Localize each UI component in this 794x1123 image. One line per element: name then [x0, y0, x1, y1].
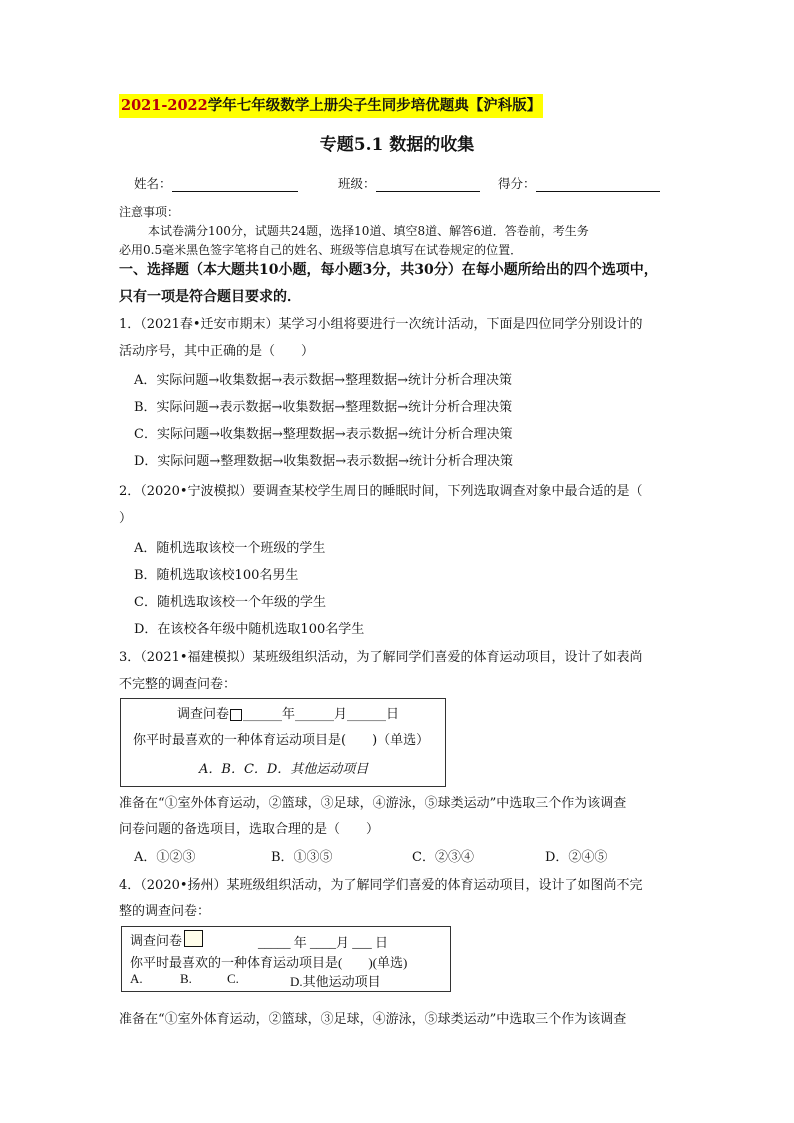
- score-label: 得分：: [498, 176, 536, 191]
- q4-box-title-row: [130, 930, 203, 949]
- name-label: 姓名：: [134, 176, 172, 191]
- q1-option-c[interactable]: C．实际问题→收集数据→整理数据→表示数据→统计分析合理决策: [134, 427, 513, 442]
- section-heading-line-2: 只有一项是符合题目要求的．: [119, 289, 301, 305]
- q3-stem-line-1: 3．（2021•福建模拟）某班级组织活动，为了解同学们喜爱的体育运动项目，设计了如表尚: [119, 650, 643, 665]
- q4-box-line-2: 你平时最喜欢的一种体育运动项目是( )(单选): [130, 955, 408, 970]
- q1-option-d[interactable]: D．实际问题→整理数据→收集数据→表示数据→统计分析合理决策: [134, 454, 513, 469]
- checkbox-icon: [184, 930, 203, 947]
- checkbox-icon: [230, 709, 242, 721]
- q4-box-option-c: C.: [227, 971, 239, 986]
- q4-survey-box: [121, 926, 451, 992]
- q3-box-line-1: [177, 703, 399, 722]
- document-title: [119, 94, 543, 118]
- q4-box-title: 调查问卷: [130, 933, 183, 948]
- q3-option-a[interactable]: A．①②③: [134, 850, 196, 865]
- q1-option-a[interactable]: A．实际问题→收集数据→表示数据→整理数据→统计分析合理决策: [134, 373, 512, 388]
- q4-box-date: _____ 年 ____月 ___ 日: [258, 935, 389, 950]
- q3-option-b[interactable]: B．①③⑤: [271, 850, 333, 865]
- q4-stem-line-2: 整的调查问卷：: [119, 904, 211, 919]
- class-blank[interactable]: [376, 177, 480, 192]
- section-heading-line-1: 一、选择题（本大题共10小题，每小题3分，共30分）在每小题所给出的四个选项中，: [119, 262, 658, 278]
- page-subtitle: 专题5.1 数据的收集: [319, 135, 475, 155]
- q4-stem-line-1: 4．（2020•扬州）某班级组织活动，为了解同学们喜爱的体育运动项目，设计了如图尚不完: [119, 878, 643, 893]
- title-year: 2021-2022: [121, 97, 208, 114]
- q3-box-date: ______年______月______日: [243, 707, 400, 722]
- q3-box-title: 调查问卷: [177, 707, 230, 722]
- q3-after-line-1: 准备在“①室外体育运动，②篮球，③足球，④游泳，⑤球类运动”中选取三个作为该调查: [119, 796, 627, 811]
- q1-stem-line-1: 1．（2021春•迁安市期末）某学习小组将要进行一次统计活动，下面是四位同学分别设计的: [119, 317, 643, 332]
- q2-option-d[interactable]: D．在该校各年级中随机选取100名学生: [134, 622, 365, 637]
- q4-box-option-a: A.: [130, 971, 143, 986]
- class-label: 班级：: [338, 176, 376, 191]
- score-field: [498, 174, 660, 192]
- q1-option-b[interactable]: B．实际问题→表示数据→收集数据→整理数据→统计分析合理决策: [134, 400, 513, 415]
- title-text: 学年七年级数学上册尖子生同步培优题典【沪科版】: [207, 97, 542, 114]
- q3-option-d[interactable]: D．②④⑤: [545, 850, 608, 865]
- q4-after-line-1: 准备在“①室外体育运动，②篮球，③足球，④游泳，⑤球类运动”中选取三个作为该调查: [119, 1012, 627, 1027]
- name-blank[interactable]: [172, 177, 298, 192]
- q2-option-b[interactable]: B．随机选取该校100名男生: [134, 568, 299, 583]
- notes-line-1: 本试卷满分100分，试题共24题，选择10道、填空8道、解答6道．答卷前，考生务: [148, 224, 589, 238]
- q2-stem-line-2: ）: [119, 511, 133, 526]
- q4-box-option-b: B.: [180, 971, 192, 986]
- q2-option-c[interactable]: C．随机选取该校一个年级的学生: [134, 595, 326, 610]
- q2-stem-line-1: 2．（2020•宁波模拟）要调查某校学生周日的睡眠时间，下列选取调查对象中最合适的是（: [119, 484, 643, 499]
- name-field: [134, 174, 298, 192]
- q3-stem-line-2: 不完整的调查问卷：: [119, 677, 237, 692]
- q2-option-a[interactable]: A．随机选取该校一个班级的学生: [134, 541, 326, 556]
- class-field: [338, 174, 480, 192]
- q3-survey-box: [120, 698, 446, 787]
- q3-after-line-2: 问卷问题的备选项目，选取合理的是（ ）: [119, 822, 380, 837]
- q3-box-line-2: 你平时最喜欢的一种体育运动项目是( )（单选）: [133, 733, 430, 748]
- notes-heading: 注意事项：: [119, 205, 180, 219]
- notes-line-2: 必用0.5毫米黑色签字笔将自己的姓名、班级等信息填写在试卷规定的位置．: [119, 243, 523, 257]
- q3-option-c[interactable]: C．②③④: [412, 850, 474, 865]
- q1-stem-line-2: 活动序号，其中正确的是（ ）: [119, 344, 315, 359]
- q4-box-option-d: D.其他运动项目: [290, 974, 381, 989]
- score-blank[interactable]: [536, 177, 660, 192]
- q3-box-line-3: A．B．C．D．其他运动项目: [199, 762, 369, 777]
